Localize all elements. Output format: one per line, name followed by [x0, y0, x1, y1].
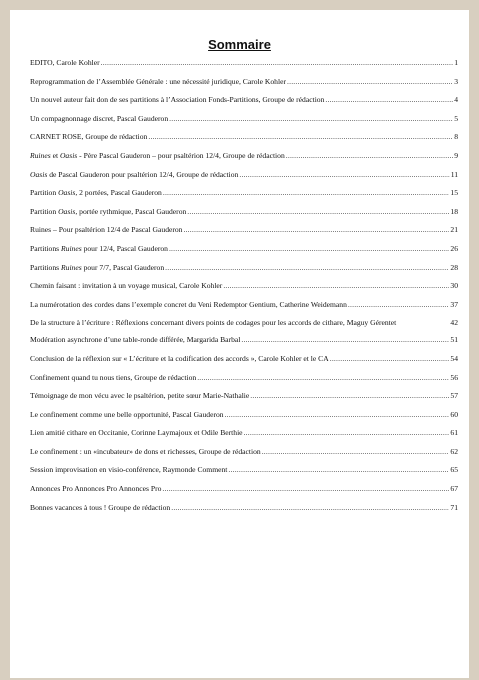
- dot-leader: [101, 58, 454, 67]
- dot-leader: [239, 170, 449, 179]
- toc-page-number: 37: [450, 299, 458, 309]
- toc-entry-title-part: , 2 portées, Pascal Gauderon: [75, 188, 162, 198]
- toc-entry-title-part: Témoignage de mon vécu avec le psaltérion, petite sœur Marie-Nathalie: [30, 391, 250, 401]
- toc-entry: [30, 170, 458, 179]
- toc-entry: [30, 58, 458, 67]
- toc-entry: [30, 300, 458, 309]
- dot-leader: [348, 300, 450, 309]
- toc-page-number: 30: [450, 281, 458, 291]
- toc-entry-title: [30, 465, 227, 474]
- toc-page-number: 67: [450, 484, 458, 494]
- toc-entry-title: [30, 354, 329, 363]
- toc-page-number: 11: [450, 169, 458, 179]
- toc-entry-title: [30, 410, 224, 419]
- toc-page-number: 57: [450, 391, 458, 401]
- toc-entry-title-part: Le confinement comme une belle opportunité, Pascal Gauderon: [30, 409, 224, 419]
- dot-leader: [225, 410, 450, 419]
- toc-entry-title-part: Partitions: [30, 262, 62, 272]
- toc-page-number: 1: [454, 58, 458, 67]
- toc-page-number: 15: [450, 188, 458, 198]
- toc-entry-title-part: Partitions: [30, 243, 62, 253]
- toc-entry-title-part: Modération asynchrone d’une table-ronde différée, Margarida Barbal: [30, 335, 241, 345]
- toc-page-number: 56: [450, 372, 458, 382]
- toc-entry-title-part: Ruines – Pour psaltérion 12/4 de Pascal Gauderon: [30, 225, 183, 235]
- dot-leader: [165, 263, 449, 272]
- dot-leader: [163, 188, 450, 197]
- toc-entry-title-part: Confinement quand tu nous tiens, Groupe de rédaction: [30, 372, 197, 382]
- dot-leader: [223, 281, 449, 290]
- toc-entry: [30, 373, 458, 382]
- document-page: [10, 10, 469, 678]
- toc-page-number: 51: [450, 335, 458, 345]
- dot-leader: [171, 503, 449, 512]
- toc-entry-title: [30, 170, 238, 179]
- toc-entry-title: [30, 95, 324, 104]
- toc-entry: [30, 354, 458, 363]
- toc-entry-title: [30, 151, 285, 160]
- toc-entry: [30, 503, 458, 512]
- toc-entry: [30, 207, 458, 216]
- toc-entry-title-part: De la structure à l’écriture : Réflexions concernant divers points de codages pour les accords de cithare, Maguy Gérentet: [30, 318, 397, 328]
- toc-entry-title: [30, 335, 240, 344]
- toc-entry: [30, 188, 458, 197]
- dot-leader: [148, 132, 453, 141]
- dot-leader: [187, 207, 449, 216]
- toc-entry: [30, 263, 458, 272]
- toc-entry-title: [30, 132, 147, 141]
- toc-entry-title: [30, 281, 222, 290]
- toc-entry: [30, 428, 458, 437]
- dot-leader: [287, 77, 453, 86]
- toc-entry-title-italic: Oasis: [59, 150, 78, 160]
- toc-entry-title-part: Bonnes vacances à tous ! Groupe de rédaction: [30, 502, 171, 512]
- dot-leader: [262, 447, 450, 456]
- toc-page-number: 18: [450, 206, 458, 216]
- toc-entry-title-part: Session improvisation en visio-conférence, Raymonde Comment: [30, 465, 228, 475]
- toc-entry: [30, 484, 458, 493]
- toc-entry-title-part: de Pascal Gauderon pour psaltérion 12/4, Groupe de rédaction: [47, 169, 239, 179]
- toc-page-number: 28: [450, 262, 458, 272]
- toc-entry-title-part: EDITO, Carole Kohler: [30, 58, 100, 67]
- toc-entry-title-part: pour 12/4, Pascal Gauderon: [81, 243, 168, 253]
- toc-entry-title: [30, 263, 164, 272]
- toc-entry-title: [30, 58, 100, 67]
- toc-entry-title-italic: Ruines: [30, 150, 51, 160]
- toc-page-number: 9: [454, 150, 458, 160]
- toc-entry-title: [30, 373, 196, 382]
- toc-entry-title-italic: Oasis: [58, 188, 76, 198]
- toc-entry: [30, 410, 458, 419]
- toc-page-number: 8: [454, 132, 458, 142]
- toc-entry: [30, 114, 458, 123]
- dot-leader: [228, 465, 449, 474]
- toc-entry-title-part: Le confinement : un «incubateur» de dons et richesses, Groupe de rédaction: [30, 446, 261, 456]
- toc-page-number: 4: [454, 95, 458, 105]
- toc-entry: [30, 465, 458, 474]
- toc-entry-title-part: Chemin faisant : invitation à un voyage musical, Carole Kohler: [30, 281, 223, 291]
- toc-entry: [30, 391, 458, 400]
- dot-leader: [169, 114, 453, 123]
- toc-entry: [30, 318, 458, 327]
- toc-entry: [30, 151, 458, 160]
- toc-entry-title-part: et: [50, 150, 60, 160]
- dot-leader: [183, 225, 449, 234]
- toc-entry-title-part: Reprogrammation de l’Assemblée Générale : une nécessité juridique, Carole Kohler: [30, 76, 286, 86]
- toc-entry-title: [30, 318, 458, 327]
- dot-leader: [244, 428, 450, 437]
- toc-entry: [30, 225, 458, 234]
- toc-entry-title: [30, 428, 243, 437]
- dot-leader: [169, 244, 449, 253]
- toc-entry: [30, 244, 458, 253]
- toc-page-number: 60: [450, 409, 458, 419]
- toc-entry-title-part: CARNET ROSE, Groupe de rédaction: [30, 132, 148, 142]
- toc-entry-title: [30, 391, 249, 400]
- toc-entry-title-part: Un nouvel auteur fait don de ses partitions à l’Association Fonds-Partitions, Groupe de rédaction: [30, 95, 325, 105]
- toc-entry-title-italic: Oasis: [30, 169, 48, 179]
- toc-page-number: 54: [450, 353, 458, 363]
- toc-page-number: 61: [450, 428, 458, 438]
- toc-entry-title: [30, 77, 286, 86]
- toc-entry-title-part: , portée rythmique, Pascal Gauderon: [75, 206, 187, 216]
- dot-leader: [197, 373, 449, 382]
- toc-entry-title: [30, 447, 261, 456]
- toc-entry-title: [30, 114, 168, 123]
- dot-leader: [162, 484, 449, 493]
- table-of-contents: [30, 58, 458, 521]
- toc-entry-title-part: Lien amitié cithare en Occitanie, Corinne Laymajoux et Odile Berthie: [30, 428, 243, 438]
- toc-entry: [30, 335, 458, 344]
- toc-entry-title: [30, 188, 162, 197]
- toc-page-number: 3: [454, 76, 458, 86]
- toc-entry-title: [30, 484, 161, 493]
- toc-entry-title-part: Partition: [30, 206, 59, 216]
- toc-entry: [30, 281, 458, 290]
- page-title: Sommaire: [208, 37, 271, 52]
- toc-entry-title: [30, 225, 182, 234]
- toc-page-number: 65: [450, 465, 458, 475]
- toc-entry: [30, 77, 458, 86]
- toc-entry-title: [30, 207, 186, 216]
- toc-page-number: 62: [450, 446, 458, 456]
- toc-entry-title-italic: Ruines: [61, 262, 82, 272]
- toc-page-number: 26: [450, 243, 458, 253]
- toc-entry-title-part: pour 7/7, Pascal Gauderon: [81, 262, 165, 272]
- dot-leader: [286, 151, 453, 160]
- toc-entry-title-italic: Ruines: [61, 243, 82, 253]
- toc-entry: [30, 447, 458, 456]
- toc-page-number: 42: [450, 318, 458, 328]
- toc-entry-title: [30, 244, 168, 253]
- dot-leader: [330, 354, 450, 363]
- toc-entry-title-part: Un compagnonnage discret, Pascal Gauderon: [30, 113, 169, 123]
- toc-entry: [30, 132, 458, 141]
- toc-page-number: 71: [450, 502, 458, 512]
- toc-entry-title: [30, 503, 170, 512]
- toc-page-number: 21: [450, 225, 458, 235]
- toc-entry: [30, 95, 458, 104]
- toc-page-number: 5: [454, 113, 458, 123]
- dot-leader: [250, 391, 449, 400]
- toc-entry-title-part: La numérotation des cordes dans l’exemple concret du Veni Redemptor Gentium, Catherine Weidemann: [30, 299, 347, 309]
- dot-leader: [325, 95, 453, 104]
- toc-entry-title: [30, 300, 347, 309]
- toc-entry-title-part: Conclusion de la réflexion sur « L’écriture et la codification des accords », Carole Kohler et le CA: [30, 353, 329, 363]
- toc-entry-title-part: Annonces Pro Annonces Pro Annonces Pro: [30, 484, 162, 494]
- toc-entry-title-italic: Oasis: [58, 206, 76, 216]
- dot-leader: [241, 335, 449, 344]
- toc-entry-title-part: - Père Pascal Gauderon – pour psaltérion 12/4, Groupe de rédaction: [77, 150, 285, 160]
- toc-entry-title-part: Partition: [30, 188, 59, 198]
